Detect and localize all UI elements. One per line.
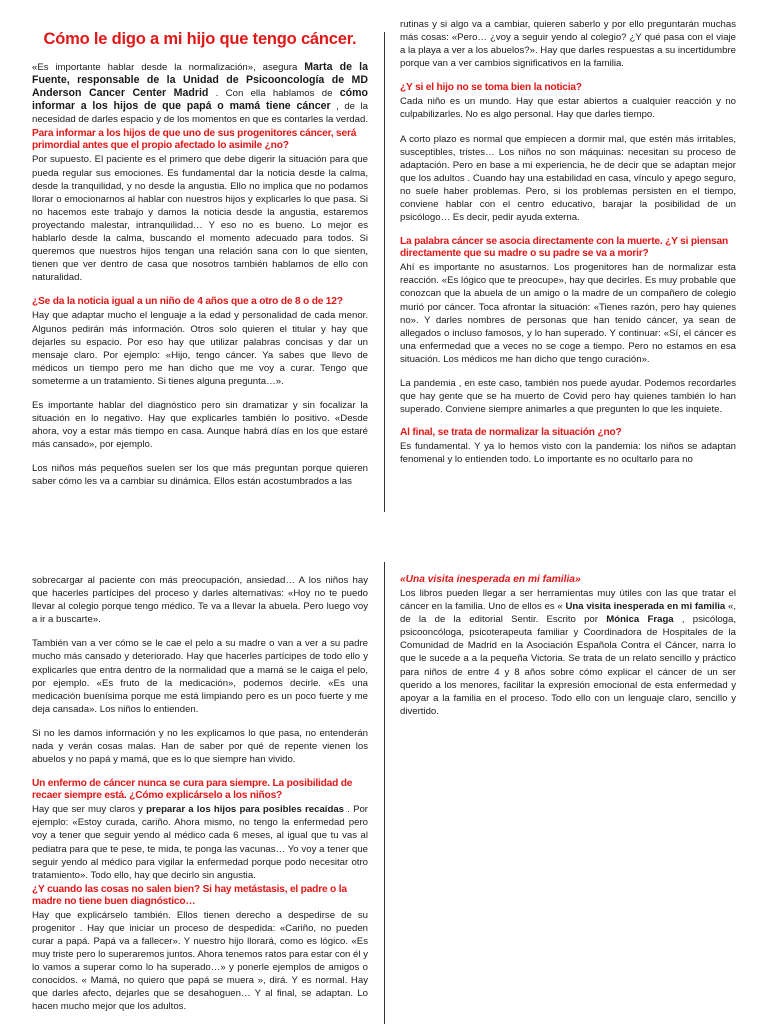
- intro-text-3: , de la necesidad de darles espacio y de los momentos en que es contarles la verdad.: [32, 101, 368, 126]
- q6-text-1: Hay que ser muy claros y: [32, 804, 147, 816]
- intro-paragraph: [32, 61, 368, 126]
- section-q1: [32, 128, 368, 284]
- hair-loss-paragraph: También van a ver cómo se le cae el pelo a su madre o van a ver a su padre mucho más cansado y deteriorado. Hay que hacerles partícipes de todo ello y explicarles que entra dentro de la normalidad que a mamá se le caiga el pelo, por ejemplo. «Es fruto de la medicación», podemos decirle. «Es una medicación buenísima porque me está limpiando pero es un poco fuerte y me deja cansada». Los niños lo entienden.: [32, 638, 368, 715]
- continued-paragraph: rutinas y si algo va a cambiar, quieren saberlo y por ello preguntarán muchas más cosas: «Pero… ¿voy a seguir yendo al colegio? ¿Y qué pasa con el viaje a la playa a ver a los abuelos?». Hay que darles respuestas a su incertidumbre porque van a ver cambios significativos en la familia.: [400, 19, 736, 70]
- q4-heading: La palabra cáncer se asocia directamente con la muerte. ¿Y si piensan directamente que su madre o su padre se va a morir?: [400, 236, 729, 260]
- information-paragraph: Si no les damos información y no les explicamos lo que pasa, no entenderán nada y verán cosas malas. Han de saber por qué de repente vienen los abuelos y no papá y mamá, que es lo que siempre han vivido.: [32, 727, 368, 766]
- section-q3: [400, 82, 736, 224]
- page-2: [0, 512, 768, 1024]
- q7-heading: ¿Y cuando las cosas no salen bien? Si hay metástasis, el padre o la madre no tiene buen diagnóstico…: [32, 883, 347, 907]
- q6-bold-1: preparar a los hijos para posibles recaídas: [146, 804, 344, 816]
- q4-paragraph-1: Ahí es importante no asustarnos. Los progenitores han de normalizar esta reacción. «Es lógico que te preocupe», hay que decirles. Es muy probable que conozcan que la abuela de un amigo o la madre de un compañero de colegio murió por cáncer. Toca afrontar la situación: «Tienes razón, pero hay quienes no». Y darles nombres de personas que han tenido cáncer, ya sean de allegados o incluso famosos, y lo han superado. Y continuar: «Sí, el cáncer es una enfermedad que a veces no se coge a tiempo. Pero no estamos en esa situación. Los médicos me han dicho que tengo curación».: [400, 262, 736, 365]
- section-q4: [400, 236, 736, 416]
- intro-bold-2: cómo informar a los hijos de que papá o mamá tiene cáncer: [32, 87, 368, 113]
- q2-heading: ¿Se da la noticia igual a un niño de 4 años que a otro de 8 o de 12?: [32, 296, 343, 308]
- column-divider: [384, 32, 385, 512]
- page-1-right-column: [400, 18, 736, 466]
- intro-text-2: . Con ella hablamos de: [208, 88, 340, 100]
- article-title: Cómo le digo a mi hijo que tengo cáncer.: [43, 30, 357, 48]
- q6-heading: Un enfermo de cáncer nunca se cura para siempre. La posibilidad de recaer siempre está. ¿Cómo explicárselo a los niños?: [32, 778, 353, 802]
- book-heading: «Una visita inesperada en mi familia»: [400, 574, 581, 585]
- page-2-right-column: [400, 574, 736, 718]
- q6-paragraph-1: [32, 803, 368, 882]
- book-text-1: Los libros pueden llegar a ser herramientas muy útiles con las que tratar el cáncer en la familia. Uno de ellos es «: [400, 588, 736, 613]
- intro-bold-1: Marta de la Fuente, responsable de la Unidad de Psicooncología de MD Anderson Cancer Center Madrid: [32, 61, 369, 100]
- q5-heading: Al final, se trata de normalizar la situación ¿no?: [400, 427, 622, 439]
- q6-text-2: . Por ejemplo: «Estoy curada, cariño. Ahora mismo, no tengo la enfermedad pero voy a tener que seguir yendo al médico cada 6 meses, al igual que tu vas al pediatra para que te pese, te mida, te ponga las vacunas… Yo voy a tener que seguir yendo al médico para vigilar la enfermedad porque podo necesitar otro tratamiento». Todo ello, hay que decirlo sin angustia.: [32, 804, 369, 881]
- book-text-3: , psicóloga, psicooncóloga, psicoterapeuta familiar y Coordinadora de Hospitales de la Comunidad de Madrid en la Asociación Española Contra el Cáncer, narra lo que le sucede a a la pequeña Victoria. Se trata de un relato sencillo y práctico para niños de entre 4 y 8 años sobre cómo explicar el cáncer de un ser querido a los menores, facilitar la expresión emocional de esta enfermedad y apoyar a la familia en el proceso. Todo ello con un lenguaje claro, sencillo y divertido.: [400, 614, 736, 717]
- q1-heading: Para informar a los hijos de que uno de sus progenitores cáncer, será primordial antes que el propio afectado lo asimile ¿no?: [32, 128, 357, 152]
- section-q6: [32, 778, 368, 882]
- section-q7: [32, 884, 368, 1014]
- q3-paragraph-1: Cada niño es un mundo. Hay que estar abiertos a cualquier reacción y no culpabilizarles. No es algo personal. Hay que darles tiempo.: [400, 96, 736, 121]
- page-2-left-column: [32, 574, 368, 1014]
- intro-text-1: «Es importante hablar desde la normalización», asegura: [32, 62, 305, 73]
- book-title-bold: Una visita inesperada en mi familia: [565, 601, 726, 613]
- q1-paragraph-1: Por supuesto. El paciente es el primero que debe digerir la situación para que pueda regular sus emociones. Es fundamental dar la noticia desde la calma, desde la tranquilidad, y no desde la angustia. Ello no implica que no podamos llorar o emocionarnos al hablar con nuestros hijos y explicarles lo que pasa. Si no hacemos este trabajo y damos la noticia desde la angustia, estaremos proyectando malestar, intranquilidad… Y eso no es bueno. Lo mejor es hablarlo desde la calma, buscando el momento adecuado para todos. Si queremos que nuestros hijos tengan una relación sana con lo que sienten, tienen que ver dentro de casa que nosotros también hablamos de ello con naturalidad.: [32, 154, 368, 284]
- column-divider-2: [384, 562, 385, 1024]
- q7-paragraph-1: Hay que explicárselo también. Ellos tienen derecho a despedirse de su progenitor . Hay que iniciar un proceso de despedida: «Cariño, no pueden curar a papá. Papá va a fallecer». Y nuestro hijo llorará, como es lógico. «Es muy triste pero lo superaremos juntos. Ahora tenemos ratos para estar con él y lo vamos a superar como lo ha superado…» y ponerle ejemplos de amigos o conocidos. « Mamá, no quiero que papá se muera », dirá. Y es normal. Hay que darles afecto, dejarles que se desahoguen… Y al final, se adaptan. Lo hacen mucho mejor que los adultos.: [32, 909, 368, 1013]
- section-q2: [32, 296, 368, 488]
- q2-paragraph-2: Es importante hablar del diagnóstico pero sin dramatizar y sin focalizar la situación en lo negativo. Hay que explicarles también lo positivo. «Desde ahora, voy a estar más tiempo en casa. Aunque habrá días en los que estaré más cansado», por ejemplo.: [32, 399, 368, 451]
- page-1-left-column: [32, 30, 368, 489]
- book-text-2: «, de la de la editorial Sentir. Escrito por: [400, 601, 736, 626]
- section-q5: [400, 427, 736, 466]
- q2-paragraph-3: Los niños más pequeños suelen ser los que más preguntan porque quieren saber cómo les va a cambiar su dinámica. Ellos están acostumbrados a las: [32, 463, 368, 488]
- q4-paragraph-2: La pandemia , en este caso, también nos puede ayudar. Podemos recordarles que hay gente que se ha muerto de Covid pero hay quienes también lo han superado. Conviene siempre animarles a que pregunten lo que les inquiete.: [400, 377, 736, 416]
- q5-paragraph-1: Es fundamental. Y ya lo hemos visto con la pandemia: los niños se adaptan fenomenal y lo entienden todo. Lo importante es no ocultarlo para no: [400, 441, 736, 466]
- q3-paragraph-2: A corto plazo es normal que empiecen a dormir mal, que estén más irritables, susceptibles, tristes… Los niños no son máquinas: necesitan su proceso de adaptación. Pero en base a mi experiencia, he de decir que se adaptan mejor que los adultos . Cuando hay una estabilidad en casa, vínculo y apego seguro, no suele haber problemas. Pero, si los problemas persisten en el tiempo, conviene hablar con el centro educativo, barajar la posibilidad de un psicólogo… Es decir, pedir ayuda externa.: [400, 133, 736, 224]
- q2-paragraph-1: Hay que adaptar mucho el lenguaje a la edad y personalidad de cada menor. Algunos pedirán más información. Otros solo quieren el titular y hay que dejarles su espacio. Por eso hay que utilizar palabras concisas y dar un mensaje claro. Por ejemplo: «Hijo, tengo cáncer. Ya sabes que llevo de médicos un tiempo pero me han dicho que me voy a curar. Tengo que someterme a un tratamiento. Si tienes alguna pregunta…».: [32, 310, 368, 387]
- continued-paragraph-2: sobrecargar al paciente con más preocupación, ansiedad… A los niños hay que hacerles partícipes del proceso y darles alternativas: «Hoy no te puedo llevar al colegio porque tengo médico. Te va a llevar la abuela. Pero luego voy a ir a buscarte».: [32, 575, 368, 626]
- q3-heading: ¿Y si el hijo no se toma bien la noticia?: [400, 82, 582, 94]
- book-paragraph: [400, 587, 736, 718]
- author-name-bold: Mónica Fraga: [606, 614, 674, 626]
